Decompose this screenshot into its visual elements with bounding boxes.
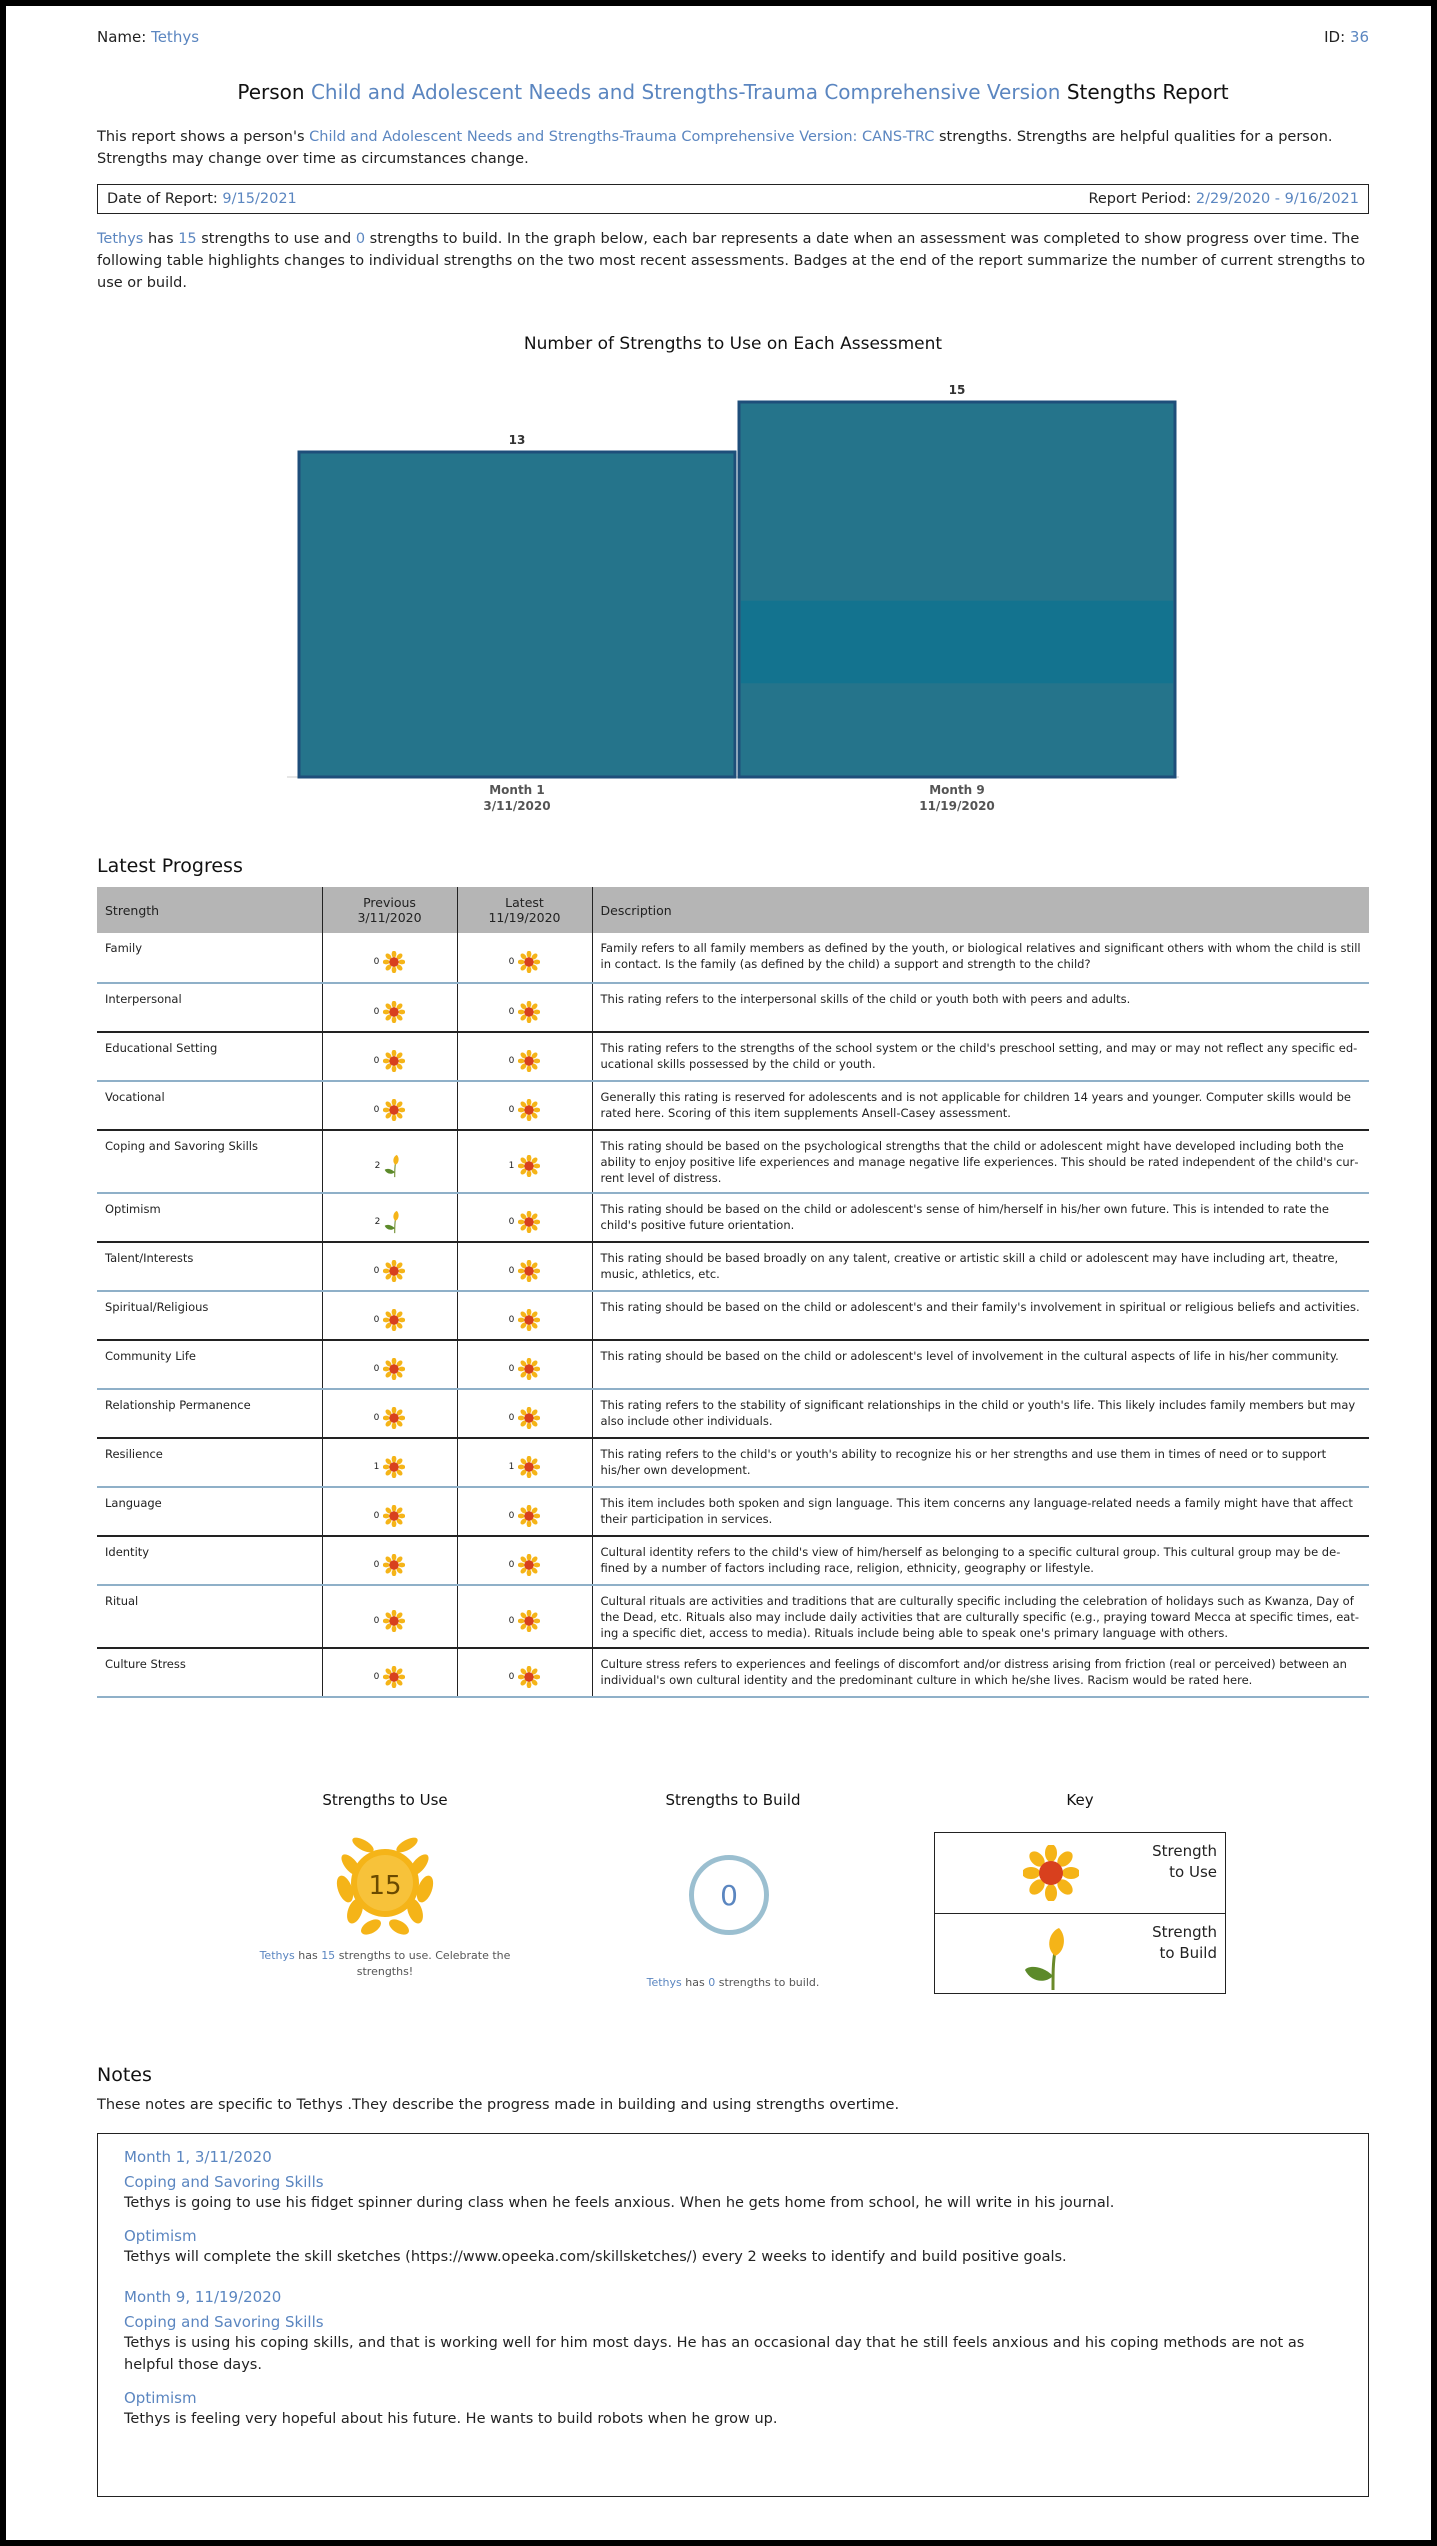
table-row	[97, 1130, 1369, 1193]
table-row	[97, 1487, 1369, 1536]
strength-name: Language	[97, 1487, 322, 1536]
sunflower-icon	[518, 1001, 540, 1023]
col-strength: Strength	[97, 887, 322, 933]
previous-score: 1	[322, 1438, 457, 1487]
person-id: ID: 36	[1324, 28, 1369, 46]
previous-score: 0	[322, 1585, 457, 1648]
bar-hover-highlight	[741, 601, 1173, 684]
strength-description: This rating should be based on the child or adolescent's level of involvement in the cultural aspects of life in his/her community.	[592, 1340, 1369, 1389]
latest-score: 0	[457, 1242, 592, 1291]
bar-month-1[interactable]	[299, 452, 735, 777]
note-text: Tethys is going to use his fidget spinner during class when he feels anxious. When he gets home from school, he will write in his journal.	[124, 2195, 1115, 2211]
previous-score: 2	[322, 1193, 457, 1242]
note-strength: Optimism	[124, 2389, 197, 2407]
strength-description: This item includes both spoken and sign language. This item concerns any language-related needs a family might have that affect their participation in services.	[592, 1487, 1369, 1536]
strength-description: Culture stress refers to experiences and feelings of discomfort and/or distress arising from friction (real or perceived) between an individual's own cultural identity and the predominant culture in which he/she lives. Racism would be rated here.	[592, 1648, 1369, 1697]
previous-score: 0	[322, 1340, 457, 1389]
previous-score: 0	[322, 1389, 457, 1438]
strength-description: Generally this rating is reserved for adolescents and is not applicable for children 14 years and younger. Computer skills would be rated here. Scoring of this item supplements Ansell-Casey assessment.	[592, 1081, 1369, 1130]
summary-text: Tethys has 15 strengths to use and 0 strengths to build. In the graph below, each bar represents a date when an assessment was completed to show progress over time. The following table highlights changes to individual strengths on the two most recent assessments. Badges at the end of the report summarize the number of current strengths to use or build.	[97, 231, 1366, 291]
strengths-to-use-caption: Tethys has 15 strengths to use. Celebrate the strengths!	[259, 1949, 511, 1978]
latest-score: 0	[457, 1081, 592, 1130]
strength-description: This rating should be based broadly on any talent, creative or artistic skill a child or adolescent may have including art, theatre, music, athletics, etc.	[592, 1242, 1369, 1291]
strength-description: Cultural rituals are activities and traditions that are culturally specific including the celebration of holidays such as Kwanza, Day of the Dead, etc. Rituals also may include daily activities that are culturally specific (e.g., praying toward Mecca at specific times, eating a specific diet, access to media). Rituals include being able to speak one's primary language with others.	[592, 1585, 1369, 1648]
table-row	[97, 1193, 1369, 1242]
latest-score: 0	[457, 1585, 592, 1648]
previous-score: 0	[322, 1081, 457, 1130]
note-item	[124, 2312, 1342, 2376]
table-row	[97, 1648, 1369, 1697]
latest-score: 0	[457, 1487, 592, 1536]
strength-description: This rating should be based on the child or adolescent's sense of him/herself in his/her own future. This is intended to rate the child's positive future orientation.	[592, 1193, 1369, 1242]
bar-value-label: 13	[508, 433, 526, 447]
page-title: Person Child and Adolescent Needs and Strengths-Trauma Comprehensive Version Stengths Report	[237, 80, 1229, 104]
sunflower-icon	[518, 1456, 540, 1478]
strength-description: This rating refers to the child's or youth's ability to recognize his or her strengths and use them in times of need or to support his/her own development.	[592, 1438, 1369, 1487]
date-of-report: Date of Report: 9/15/2021	[107, 191, 297, 207]
col-latest: Latest 11/19/2020	[457, 887, 592, 933]
sunflower-icon	[383, 1456, 405, 1478]
bar-month-9[interactable]	[739, 402, 1175, 777]
x-tick-date: 11/19/2020	[919, 799, 995, 813]
table-row	[97, 1291, 1369, 1340]
latest-score: 1	[457, 1438, 592, 1487]
strengths-bar-chart	[97, 370, 1369, 830]
strength-description: This rating should be based on the child or adolescent's and their family's involvement in spiritual or religious beliefs and activities.	[592, 1291, 1369, 1340]
notes-box	[97, 2133, 1369, 2497]
strength-name: Family	[97, 933, 322, 983]
strength-description: This rating refers to the interpersonal skills of the child or youth both with peers and adults.	[592, 983, 1369, 1032]
latest-score: 0	[457, 1389, 592, 1438]
sunflower-icon	[383, 1309, 405, 1331]
sunflower-icon	[383, 1505, 405, 1527]
key-title: Key	[1066, 1791, 1094, 1809]
sunflower-icon	[518, 1407, 540, 1429]
strength-name: Educational Setting	[97, 1032, 322, 1081]
strength-name: Resilience	[97, 1438, 322, 1487]
latest-score: 0	[457, 933, 592, 983]
report-dates	[97, 184, 1369, 214]
x-tick-date: 3/11/2020	[483, 799, 551, 813]
latest-progress-heading: Latest Progress	[97, 855, 243, 877]
col-previous: Previous 3/11/2020	[322, 887, 457, 933]
table-row	[97, 983, 1369, 1032]
strength-name: Ritual	[97, 1585, 322, 1648]
note-date: Month 9, 11/19/2020	[124, 2288, 282, 2306]
strength-description: This rating refers to the stability of significant relationships in the child or youth's life. This likely includes family members but may also include other individuals.	[592, 1389, 1369, 1438]
table-row	[97, 1585, 1369, 1648]
note-date: Month 1, 3/11/2020	[124, 2148, 272, 2166]
sunflower-icon	[1023, 1845, 1079, 1901]
strength-name: Vocational	[97, 1081, 322, 1130]
latest-score: 1	[457, 1130, 592, 1193]
note-item	[124, 2172, 1342, 2214]
notes-heading: Notes	[97, 2064, 152, 2086]
strength-name: Talent/Interests	[97, 1242, 322, 1291]
key-strength-to-use: Strength to Use	[935, 1833, 1225, 1914]
strength-name: Relationship Permanence	[97, 1389, 322, 1438]
sunflower-icon	[518, 1554, 540, 1576]
latest-score: 0	[457, 1340, 592, 1389]
sunflower-icon	[383, 951, 405, 973]
col-description: Description	[592, 887, 1369, 933]
sunflower-icon	[383, 1358, 405, 1380]
strengths-to-use-title: Strengths to Use	[322, 1791, 448, 1809]
table-row	[97, 1536, 1369, 1585]
key-legend	[934, 1832, 1226, 1994]
latest-score: 0	[457, 1291, 592, 1340]
sunflower-icon	[383, 1407, 405, 1429]
use-count: 15	[368, 1871, 402, 1901]
strength-description: This rating refers to the strengths of the school system or the child's preschool setting, and may or may not reflect any specific educational skills possessed by the child or youth.	[592, 1032, 1369, 1081]
table-row	[97, 1242, 1369, 1291]
table-row	[97, 1389, 1369, 1438]
strength-description: This rating should be based on the psychological strengths that the child or adolescent might have developed including both the ability to enjoy positive life experiences and manage negative life experiences. This should be rated independent of the child's current level of distress.	[592, 1130, 1369, 1193]
notes-description: These notes are specific to Tethys .They describe the progress made in building and using strengths overtime.	[97, 2097, 900, 2113]
latest-score: 0	[457, 1648, 592, 1697]
report-period: Report Period: 2/29/2020 - 9/16/2021	[1088, 191, 1359, 207]
strength-name: Culture Stress	[97, 1648, 322, 1697]
note-item	[124, 2226, 1342, 2268]
strength-name: Spiritual/Religious	[97, 1291, 322, 1340]
key-strength-to-build: Strength to Build	[935, 1914, 1225, 1994]
table-row	[97, 1081, 1369, 1130]
bar-value-label: 15	[948, 383, 966, 397]
latest-score: 0	[457, 1536, 592, 1585]
sunflower-icon	[518, 1610, 540, 1632]
previous-score: 0	[322, 1487, 457, 1536]
note-strength: Optimism	[124, 2227, 197, 2245]
sunflower-icon	[518, 1260, 540, 1282]
strength-name: Identity	[97, 1536, 322, 1585]
strength-name: Optimism	[97, 1193, 322, 1242]
note-strength: Coping and Savoring Skills	[124, 2173, 324, 2191]
strengths-to-build-caption: Tethys has 0 strengths to build.	[646, 1976, 820, 1989]
person-name: Name: Tethys	[97, 28, 200, 46]
note-text: Tethys is feeling very hopeful about his future. He wants to build robots when he grow up.	[124, 2411, 778, 2427]
chart-title: Number of Strengths to Use on Each Assessment	[523, 334, 943, 354]
sunflower-icon	[518, 1099, 540, 1121]
note-text: Tethys is using his coping skills, and that is working well for him most days. He has an occasional day that he still feels anxious and his coping methods are not as helpful those days.	[124, 2335, 1305, 2373]
latest-score: 0	[457, 1032, 592, 1081]
sunflower-icon	[518, 1358, 540, 1380]
intro-text: This report shows a person's Child and Adolescent Needs and Strengths-Trauma Comprehensive Version: CANS-TRC strengths. Strengths are helpful qualities for a person. Strengths may change over time as circumstances change.	[97, 129, 1333, 167]
note-item	[124, 2388, 1342, 2430]
previous-score: 0	[322, 1242, 457, 1291]
sunflower-icon	[518, 1211, 540, 1233]
sunflower-icon	[518, 1050, 540, 1072]
previous-score: 0	[322, 983, 457, 1032]
sunflower-icon	[383, 1666, 405, 1688]
strength-description: Family refers to all family members as defined by the youth, or biological relatives and significant others with whom the child is still in contact. Is the family (as defined by the child) a support and strength to the child?	[592, 933, 1369, 983]
sprout-icon	[1023, 1926, 1079, 1992]
sunflower-icon	[518, 1155, 540, 1177]
table-row	[97, 1438, 1369, 1487]
strength-name: Coping and Savoring Skills	[97, 1130, 322, 1193]
latest-score: 0	[457, 1193, 592, 1242]
sprout-icon	[384, 1210, 404, 1234]
strength-name: Community Life	[97, 1340, 322, 1389]
x-tick-label: Month 9	[929, 783, 985, 797]
table-header-row	[97, 887, 1369, 933]
sunflower-icon	[518, 1309, 540, 1331]
sunflower-icon	[383, 1099, 405, 1121]
x-tick-label: Month 1	[489, 783, 545, 797]
previous-score: 0	[322, 1032, 457, 1081]
note-strength: Coping and Savoring Skills	[124, 2313, 324, 2331]
previous-score: 0	[322, 1291, 457, 1340]
strength-description: Cultural identity refers to the child's view of him/herself as belonging to a specific cultural group. This cultural group may be defined by a number of factors including race, religion, ethnicity, geography or lifestyle.	[592, 1536, 1369, 1585]
progress-table	[97, 887, 1369, 1698]
previous-score: 0	[322, 1536, 457, 1585]
previous-score: 0	[322, 1648, 457, 1697]
strengths-to-build-title: Strengths to Build	[665, 1791, 801, 1809]
build-count: 0	[689, 1855, 769, 1935]
strength-name: Interpersonal	[97, 983, 322, 1032]
sunflower-icon	[518, 1505, 540, 1527]
note-text: Tethys will complete the skill sketches (https://www.opeeka.com/skillsketches/) every 2 weeks to identify and build positive goals.	[124, 2249, 1067, 2265]
sprout-icon	[384, 1154, 404, 1178]
sunflower-icon	[383, 1050, 405, 1072]
sunflower-icon	[383, 1260, 405, 1282]
table-row	[97, 933, 1369, 983]
sunflower-icon	[518, 1666, 540, 1688]
sunflower-icon	[383, 1554, 405, 1576]
table-row	[97, 1340, 1369, 1389]
sunflower-icon	[518, 951, 540, 973]
sunflower-icon	[383, 1610, 405, 1632]
sunflower-icon	[383, 1001, 405, 1023]
previous-score: 2	[322, 1130, 457, 1193]
latest-score: 0	[457, 983, 592, 1032]
table-row	[97, 1032, 1369, 1081]
previous-score: 0	[322, 933, 457, 983]
